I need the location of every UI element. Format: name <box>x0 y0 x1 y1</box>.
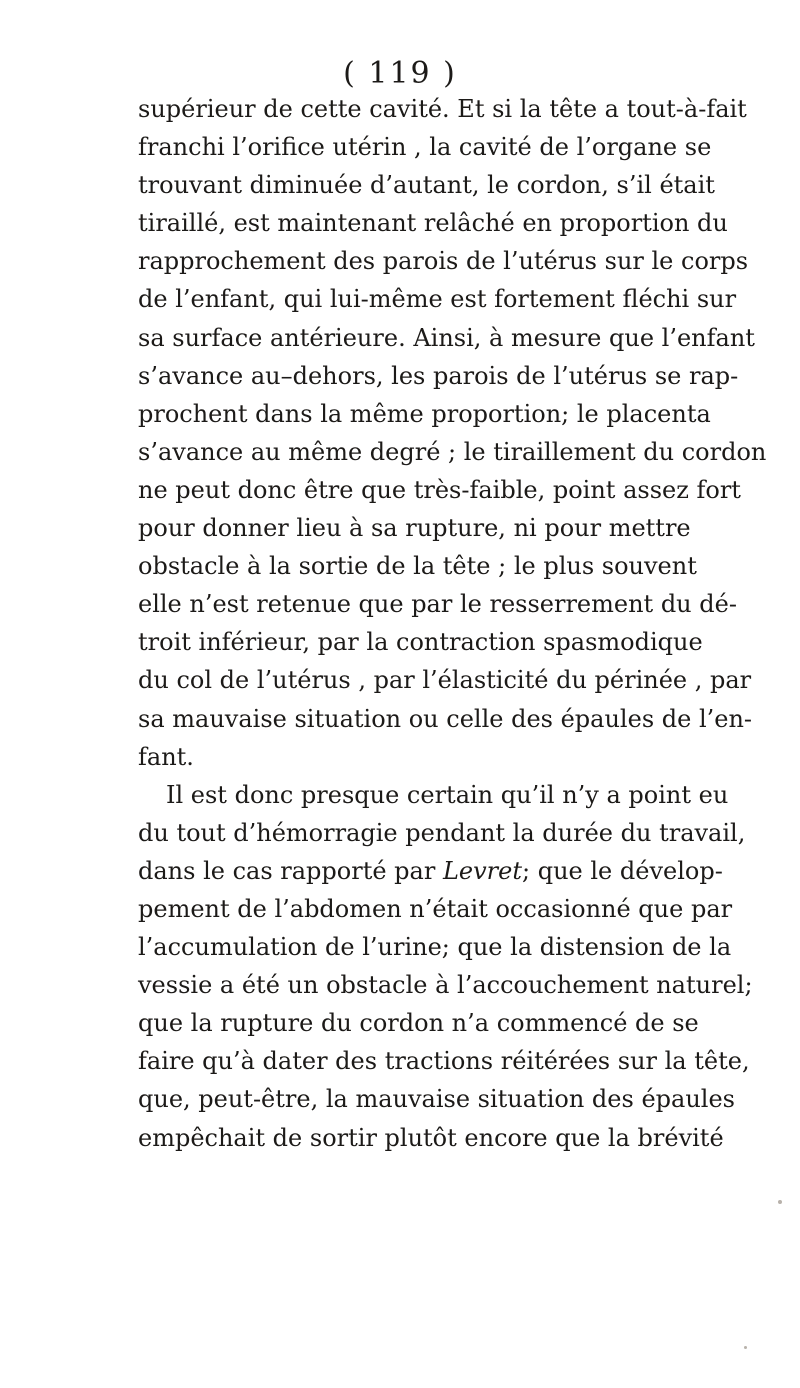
text-line-with-citation <box>138 852 723 890</box>
text-line: pement de l’abdomen n’était occasionné que par <box>138 894 733 923</box>
text-line: troit inférieur, par la contraction spasmodique <box>138 628 703 657</box>
text-line: trouvant diminuée d’autant, le cordon, s’il était <box>138 171 715 200</box>
text-line: s’avance au–dehors, les parois de l’utérus se rap- <box>138 361 739 390</box>
cited-author: Levret <box>442 856 522 885</box>
text-line: tiraillé, est maintenant relâché en proportion du <box>138 209 728 238</box>
text-line: que, peut-être, la mauvaise situation des épaules <box>138 1085 735 1114</box>
text-fragment: ; que le dévelop- <box>522 856 723 885</box>
text-line: fant. <box>138 742 194 771</box>
text-line: ne peut donc être que très-faible, point assez fort <box>138 475 741 504</box>
body-text <box>138 90 767 1157</box>
text-fragment: dans le cas rapporté par <box>138 856 443 885</box>
text-line: sa mauvaise situation ou celle des épaules de l’en- <box>138 704 753 733</box>
text-line: sa surface antérieure. Ainsi, à mesure que l’enfant <box>138 323 755 352</box>
paper-speck <box>744 1346 747 1349</box>
text-line: pour donner lieu à sa rupture, ni pour mettre <box>138 514 691 543</box>
text-line: de l’enfant, qui lui-même est fortement fléchi sur <box>138 285 737 314</box>
text-line: faire qu’à dater des tractions réitérées sur la tête, <box>138 1047 750 1076</box>
text-line: que la rupture du cordon n’a commencé de se <box>138 1009 699 1038</box>
page-number: ( 119 ) <box>343 56 457 91</box>
text-line: s’avance au même degré ; le tiraillement du cordon <box>138 437 767 466</box>
text-line: elle n’est retenue que par le resserrement du dé- <box>138 590 737 619</box>
text-line: prochent dans la même proportion; le placenta <box>138 399 711 428</box>
text-line: empêchait de sortir plutôt encore que la brévité <box>138 1123 724 1152</box>
paper-speck <box>778 1200 782 1204</box>
text-line: rapprochement des parois de l’utérus sur le corps <box>138 247 749 276</box>
paragraph-start-line: Il est donc presque certain qu’il n’y a point eu <box>166 780 729 809</box>
text-line: franchi l’orifice utérin , la cavité de l’organe se <box>138 133 712 162</box>
text-line: du tout d’hémorragie pendant la durée du travail, <box>138 818 746 847</box>
text-line: vessie a été un obstacle à l’accouchement naturel; <box>138 971 753 1000</box>
text-line: supérieur de cette cavité. Et si la tête a tout-à-fait <box>138 95 747 123</box>
text-line: obstacle à la sortie de la tête ; le plus souvent <box>138 552 697 581</box>
text-line: l’accumulation de l’urine; que la distension de la <box>138 933 732 962</box>
text-line: du col de l’utérus , par l’élasticité du périnée , par <box>138 666 752 695</box>
